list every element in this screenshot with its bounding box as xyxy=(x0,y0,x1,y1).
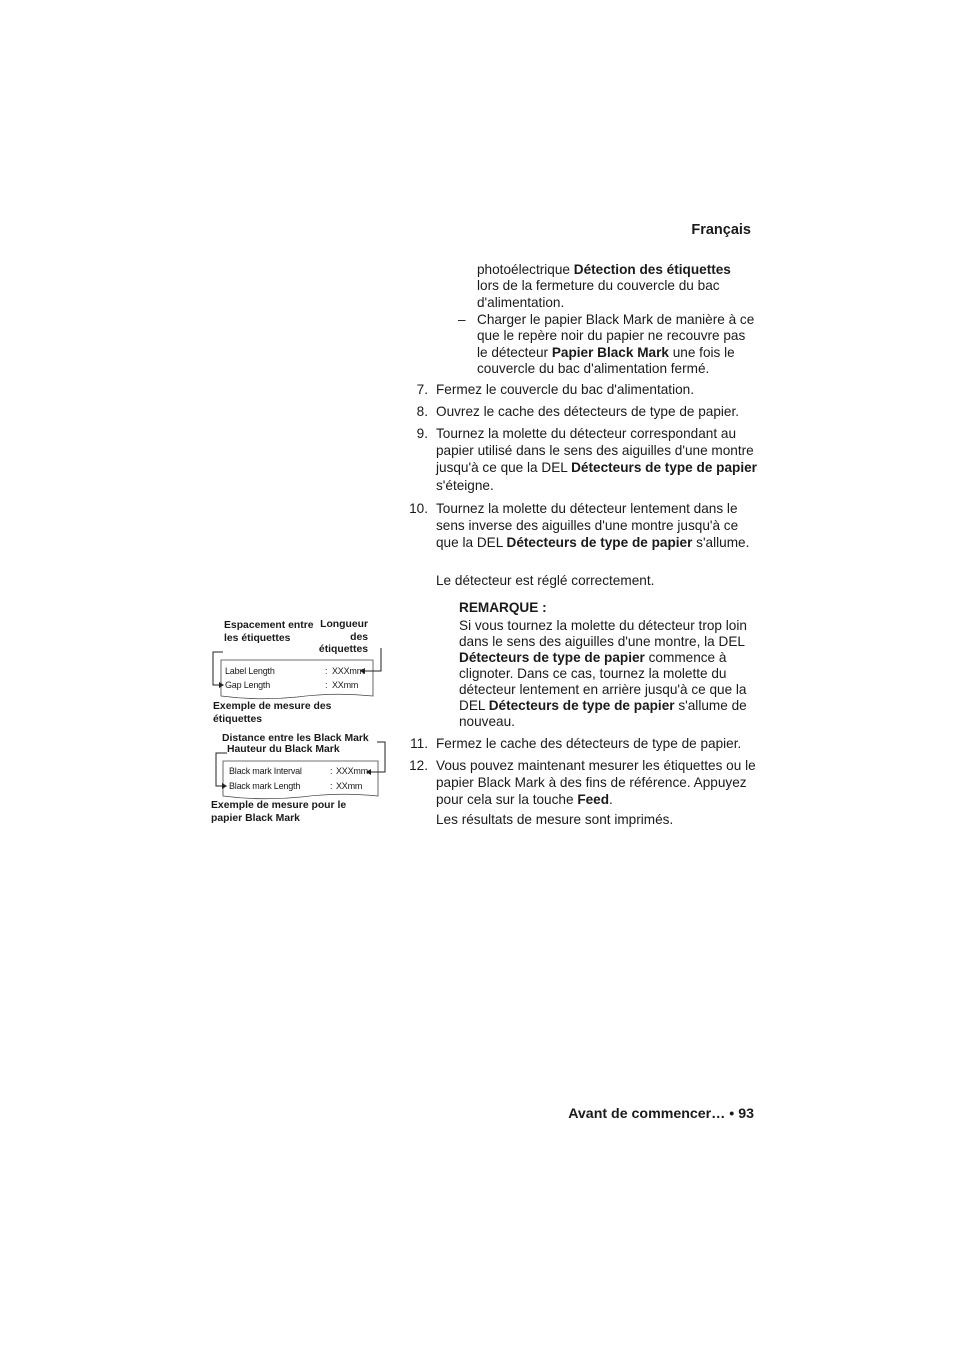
page-footer: Avant de commencer… • 93 xyxy=(568,1106,754,1122)
step-number: 9. xyxy=(416,426,428,441)
black-mark-length-name: Black mark Length xyxy=(229,781,301,791)
step-number: 11. xyxy=(410,736,428,751)
step-text: Ouvrez le cache des détecteurs de type de papier. xyxy=(436,404,740,419)
gap-length-sep: : xyxy=(325,680,328,690)
black-mark-interval-value: XXXmm xyxy=(336,766,369,776)
page-language-header: Français xyxy=(691,222,751,238)
label-length-value: XXXmm xyxy=(332,666,365,676)
black-mark-length-sep: : xyxy=(330,781,333,791)
note-title: REMARQUE : xyxy=(459,600,547,615)
label-length-name: Label Length xyxy=(225,666,275,676)
gap-label: Espacement entre les étiquettes xyxy=(224,620,314,644)
dash-item-text: Charger le papier Black Mark de manière à ce que le repère noir du papier ne recouvre pas le détecteur Papier Black Mark une fois le couvercle du bac d'alimentation fermé. xyxy=(477,312,755,377)
step-number: 12. xyxy=(409,758,428,773)
black-mark-diagram-caption: Exemple de mesure pour le papier Black Mark xyxy=(211,800,347,824)
dash-item-bold: Papier Black Mark xyxy=(551,344,669,360)
continuation-bold: Détection des étiquettes xyxy=(573,262,731,277)
continuation-text-part: photoélectrique xyxy=(477,262,574,277)
black-mark-length-value: XXmm xyxy=(336,781,363,791)
step-bold: Feed xyxy=(577,792,610,808)
black-mark-interval-sep: : xyxy=(330,766,333,776)
label-length-sep: : xyxy=(325,666,328,676)
step-10-result: Le détecteur est réglé correctement. xyxy=(436,573,655,588)
step-text: Fermez le cache des détecteurs de type de papier. xyxy=(436,736,742,751)
note-body: Si vous tournez la molette du détecteur trop loin dans le sens des aiguilles d'une montre, la DEL Détecteurs de type de papier commence à clignoter. Dans ce cas, tournez la molette du détecteur lentement en arrière jusqu'à ce que la DEL Détecteurs de type de papier s'allume de nouveau. xyxy=(459,618,747,729)
gap-length-name: Gap Length xyxy=(225,680,271,690)
black-mark-interval-name: Black mark Interval xyxy=(229,766,302,776)
note-bold: Détecteurs de type de papier xyxy=(488,698,675,713)
step-number: 7. xyxy=(416,382,428,397)
step-number: 8. xyxy=(416,404,428,419)
note-bold: Détecteurs de type de papier xyxy=(459,650,645,665)
length-label: Longueur des étiquettes xyxy=(318,619,368,655)
step-text: Vous pouvez maintenant mesurer les étiquettes ou le papier Black Mark à des fins de référence. Appuyez pour cela sur la touche Feed. xyxy=(436,758,756,808)
label-diagram-caption: Exemple de mesure des étiquettes xyxy=(213,701,332,725)
continuation-text xyxy=(477,262,757,311)
interval-label: Distance entre les Black Mark xyxy=(222,733,369,744)
step-text: Tournez la molette du détecteur lentement dans le sens inverse des aiguilles d'une montre jusqu'à ce que la DEL Détecteurs de type de papier s'allume. xyxy=(436,501,750,551)
step-text: Tournez la molette du détecteur correspondant au papier utilisé dans le sens des aiguilles d'une montre jusqu'à ce que la DEL Détecteurs de type de papier s'éteigne. xyxy=(436,426,757,493)
step-number: 10. xyxy=(409,501,428,516)
step-12-result: Les résultats de mesure sont imprimés. xyxy=(436,812,674,827)
dash-bullet: – xyxy=(458,312,466,327)
step-bold: Détecteurs de type de papier xyxy=(571,460,757,476)
height-label: Hauteur du Black Mark xyxy=(227,744,340,755)
continuation-text-part: lors de la fermeture du couvercle du bac d'alimentation. xyxy=(477,278,720,310)
step-text: Fermez le couvercle du bac d'alimentation. xyxy=(436,382,694,397)
step-bold: Détecteurs de type de papier xyxy=(506,535,693,551)
gap-length-value: XXmm xyxy=(332,680,359,690)
